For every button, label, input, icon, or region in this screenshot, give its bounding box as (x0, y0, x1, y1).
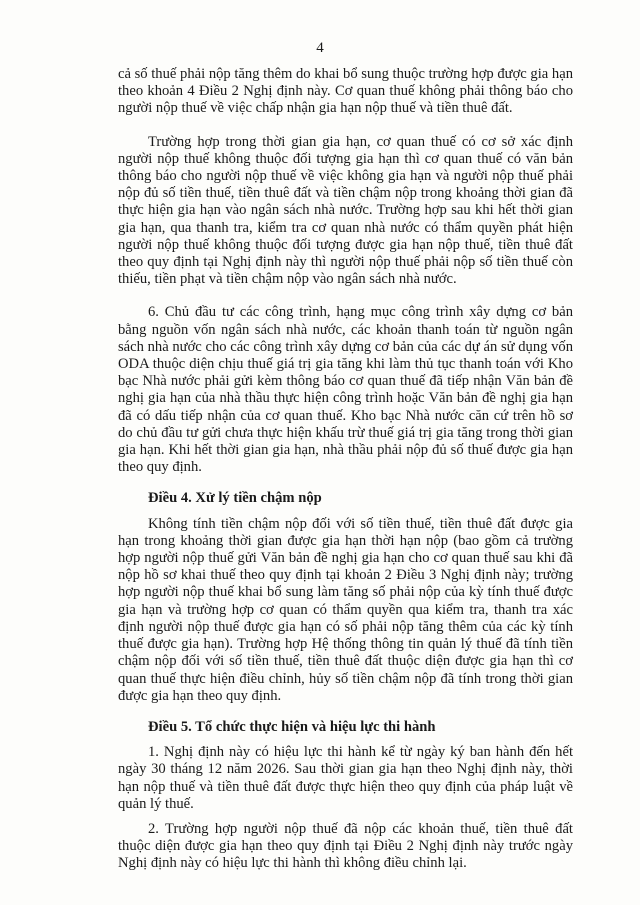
paragraph-clause-6: 6. Chủ đầu tư các công trình, hạng mục công trình xây dựng cơ bản bằng nguồn vốn ngân sách nhà nước, các khoản thanh toán từ nguồn ngân sách nhà nước cho các công trình xây dựng cơ bản của các dự án sử dụng vốn ODA thuộc diện chịu thuế giá trị gia tăng khi làm thủ tục thanh toán với Kho bạc Nhà nước phải gửi kèm thông báo cơ quan thuế đã tiếp nhận Văn bản đề nghị gia hạn của nhà thầu thực hiện công trình hoặc Văn bản đề nghị gia hạn đã có dấu tiếp nhận của cơ quan thuế. Kho bạc Nhà nước căn cứ trên hồ sơ do chủ đầu tư gửi chưa thực hiện khấu trừ thuế giá trị gia tăng trong thời gian gia hạn. Khi hết thời gian gia hạn, nhà thầu phải nộp đủ số thuế được gia hạn theo quy định. (118, 304, 573, 476)
paragraph-continuation: cả số thuế phải nộp tăng thêm do khai bổ sung thuộc trường hợp được gia hạn theo khoản 4 Điều 2 Nghị định này. Cơ quan thuế không phải thông báo cho người nộp thuế về việc chấp nhận gia hạn nộp thuế và tiền thuê đất. (118, 66, 573, 117)
paragraph-article-5-clause-2: 2. Trường hợp người nộp thuế đã nộp các khoản thuế, tiền thuê đất thuộc diện được gia hạn theo quy định tại Điều 2 Nghị định này trước ngày Nghị định này có hiệu lực thi hành thì không điều chỉnh lại. (118, 820, 573, 872)
article-4-heading: Điều 4. Xử lý tiền chậm nộp (148, 490, 322, 507)
paragraph-no-extension: Trường hợp trong thời gian gia hạn, cơ quan thuế có cơ sở xác định người nộp thuế không thuộc đối tượng gia hạn thì cơ quan thuế có văn bản thông báo cho người nộp thuế về việc không gia hạn và người nộp thuế phải nộp đủ số tiền thuế, tiền thuê đất và tiền chậm nộp trong khoảng thời gian đã thực hiện gia hạn vào ngân sách nhà nước. Trường hợp sau khi hết thời gian gia hạn, qua thanh tra, kiểm tra cơ quan nhà nước có thẩm quyền phát hiện người nộp thuế không thuộc đối tượng được gia hạn nộp thuế, tiền thuê đất theo quy định tại Nghị định này thì người nộp thuế phải nộp số tiền thuế còn thiếu, tiền phạt và tiền chậm nộp vào ngân sách nhà nước. (118, 133, 573, 288)
paragraph-article-5-clause-1: 1. Nghị định này có hiệu lực thi hành kể từ ngày ký ban hành đến hết ngày 30 tháng 12 năm 2026. Sau thời gian gia hạn theo Nghị định này, thời hạn nộp thuế và tiền thuê đất được thực hiện theo quy định của pháp luật về quản lý thuế. (118, 744, 573, 812)
article-5-heading: Điều 5. Tổ chức thực hiện và hiệu lực thi hành (148, 718, 436, 735)
document-body (118, 66, 573, 873)
paragraph-article-4: Không tính tiền chậm nộp đối với số tiền thuế, tiền thuê đất được gia hạn trong khoảng thời gian được gia hạn thời hạn nộp (bao gồm cả trường hợp người nộp thuế gửi Văn bản đề nghị gia hạn cho cơ quan thuế sau khi đã nộp hồ sơ khai thuế theo quy định tại khoản 2 Điều 3 Nghị định này; trường hợp người nộp thuế khai bổ sung làm tăng số phải nộp của kỳ tính thuế được gia hạn và trường hợp cơ quan có thẩm quyền qua kiểm tra, thanh tra xác định người nộp thuế được gia hạn có số phải nộp tăng thêm của các kỳ tính thuế được gia hạn). Trường hợp Hệ thống thông tin quản lý thuế đã tính tiền chậm nộp đối với số tiền thuế, tiền thuê đất thuộc diện được gia hạn thì cơ quan thuế thực hiện điều chỉnh, hủy số tiền chậm nộp đã tính trong thời gian được gia hạn theo quy định. (118, 515, 573, 704)
page-number: 4 (316, 40, 324, 56)
